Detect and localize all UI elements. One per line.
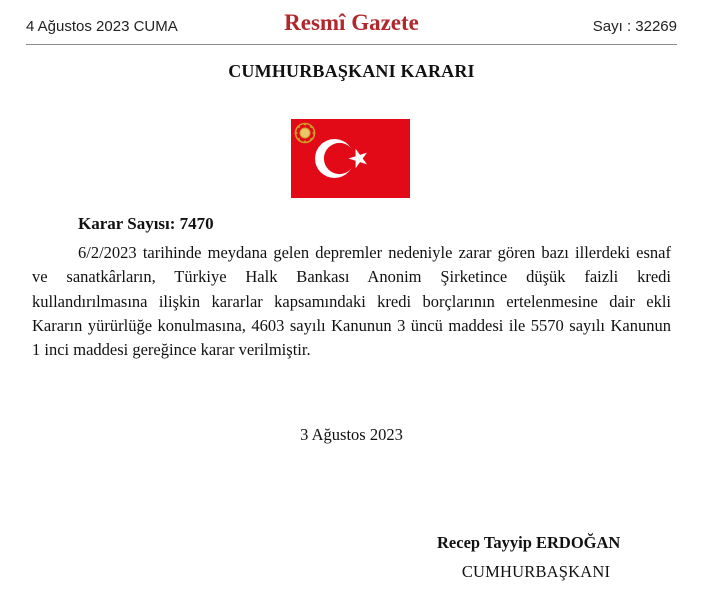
gazette-title: Resmî Gazete — [284, 10, 419, 35]
decision-body — [32, 241, 671, 362]
issue-date: 4 Ağustos 2023 CUMA — [26, 18, 178, 35]
decision-date: 3 Ağustos 2023 — [300, 425, 403, 444]
gazette-header — [26, 0, 677, 45]
presidential-emblem-icon — [294, 122, 316, 144]
document-heading: CUMHURBAŞKANI KARARI — [228, 61, 475, 81]
body-line: kullandırılmasına ilişkin kararlar kapsamındaki kredi borçlarının ertelenmesine dair ekli — [32, 291, 671, 311]
issue-number: Sayı : 32269 — [592, 18, 677, 35]
turkish-flag-icon — [291, 119, 410, 198]
signer-name: Recep Tayyip ERDOĞAN — [437, 533, 621, 552]
signer-title: CUMHURBAŞKANI — [461, 562, 611, 581]
body-line: 6/2/2023 tarihinde meydana gelen depremler nedeniyle zarar gören bazı illerdeki esnaf — [78, 243, 671, 262]
body-line: Kararın yürürlüğe konulmasına, 4603 sayılı Kanunun 3 üncü maddesi ile 5570 sayılı Kanunun — [32, 315, 671, 335]
decision-number: Karar Sayısı: 7470 — [78, 214, 214, 233]
body-line: ve sanatkârların, Türkiye Halk Bankası Anonim Şirketince düşük faizli kredi — [32, 267, 671, 287]
body-line: 1 inci maddesi gereğince karar verilmiştir. — [32, 340, 311, 360]
